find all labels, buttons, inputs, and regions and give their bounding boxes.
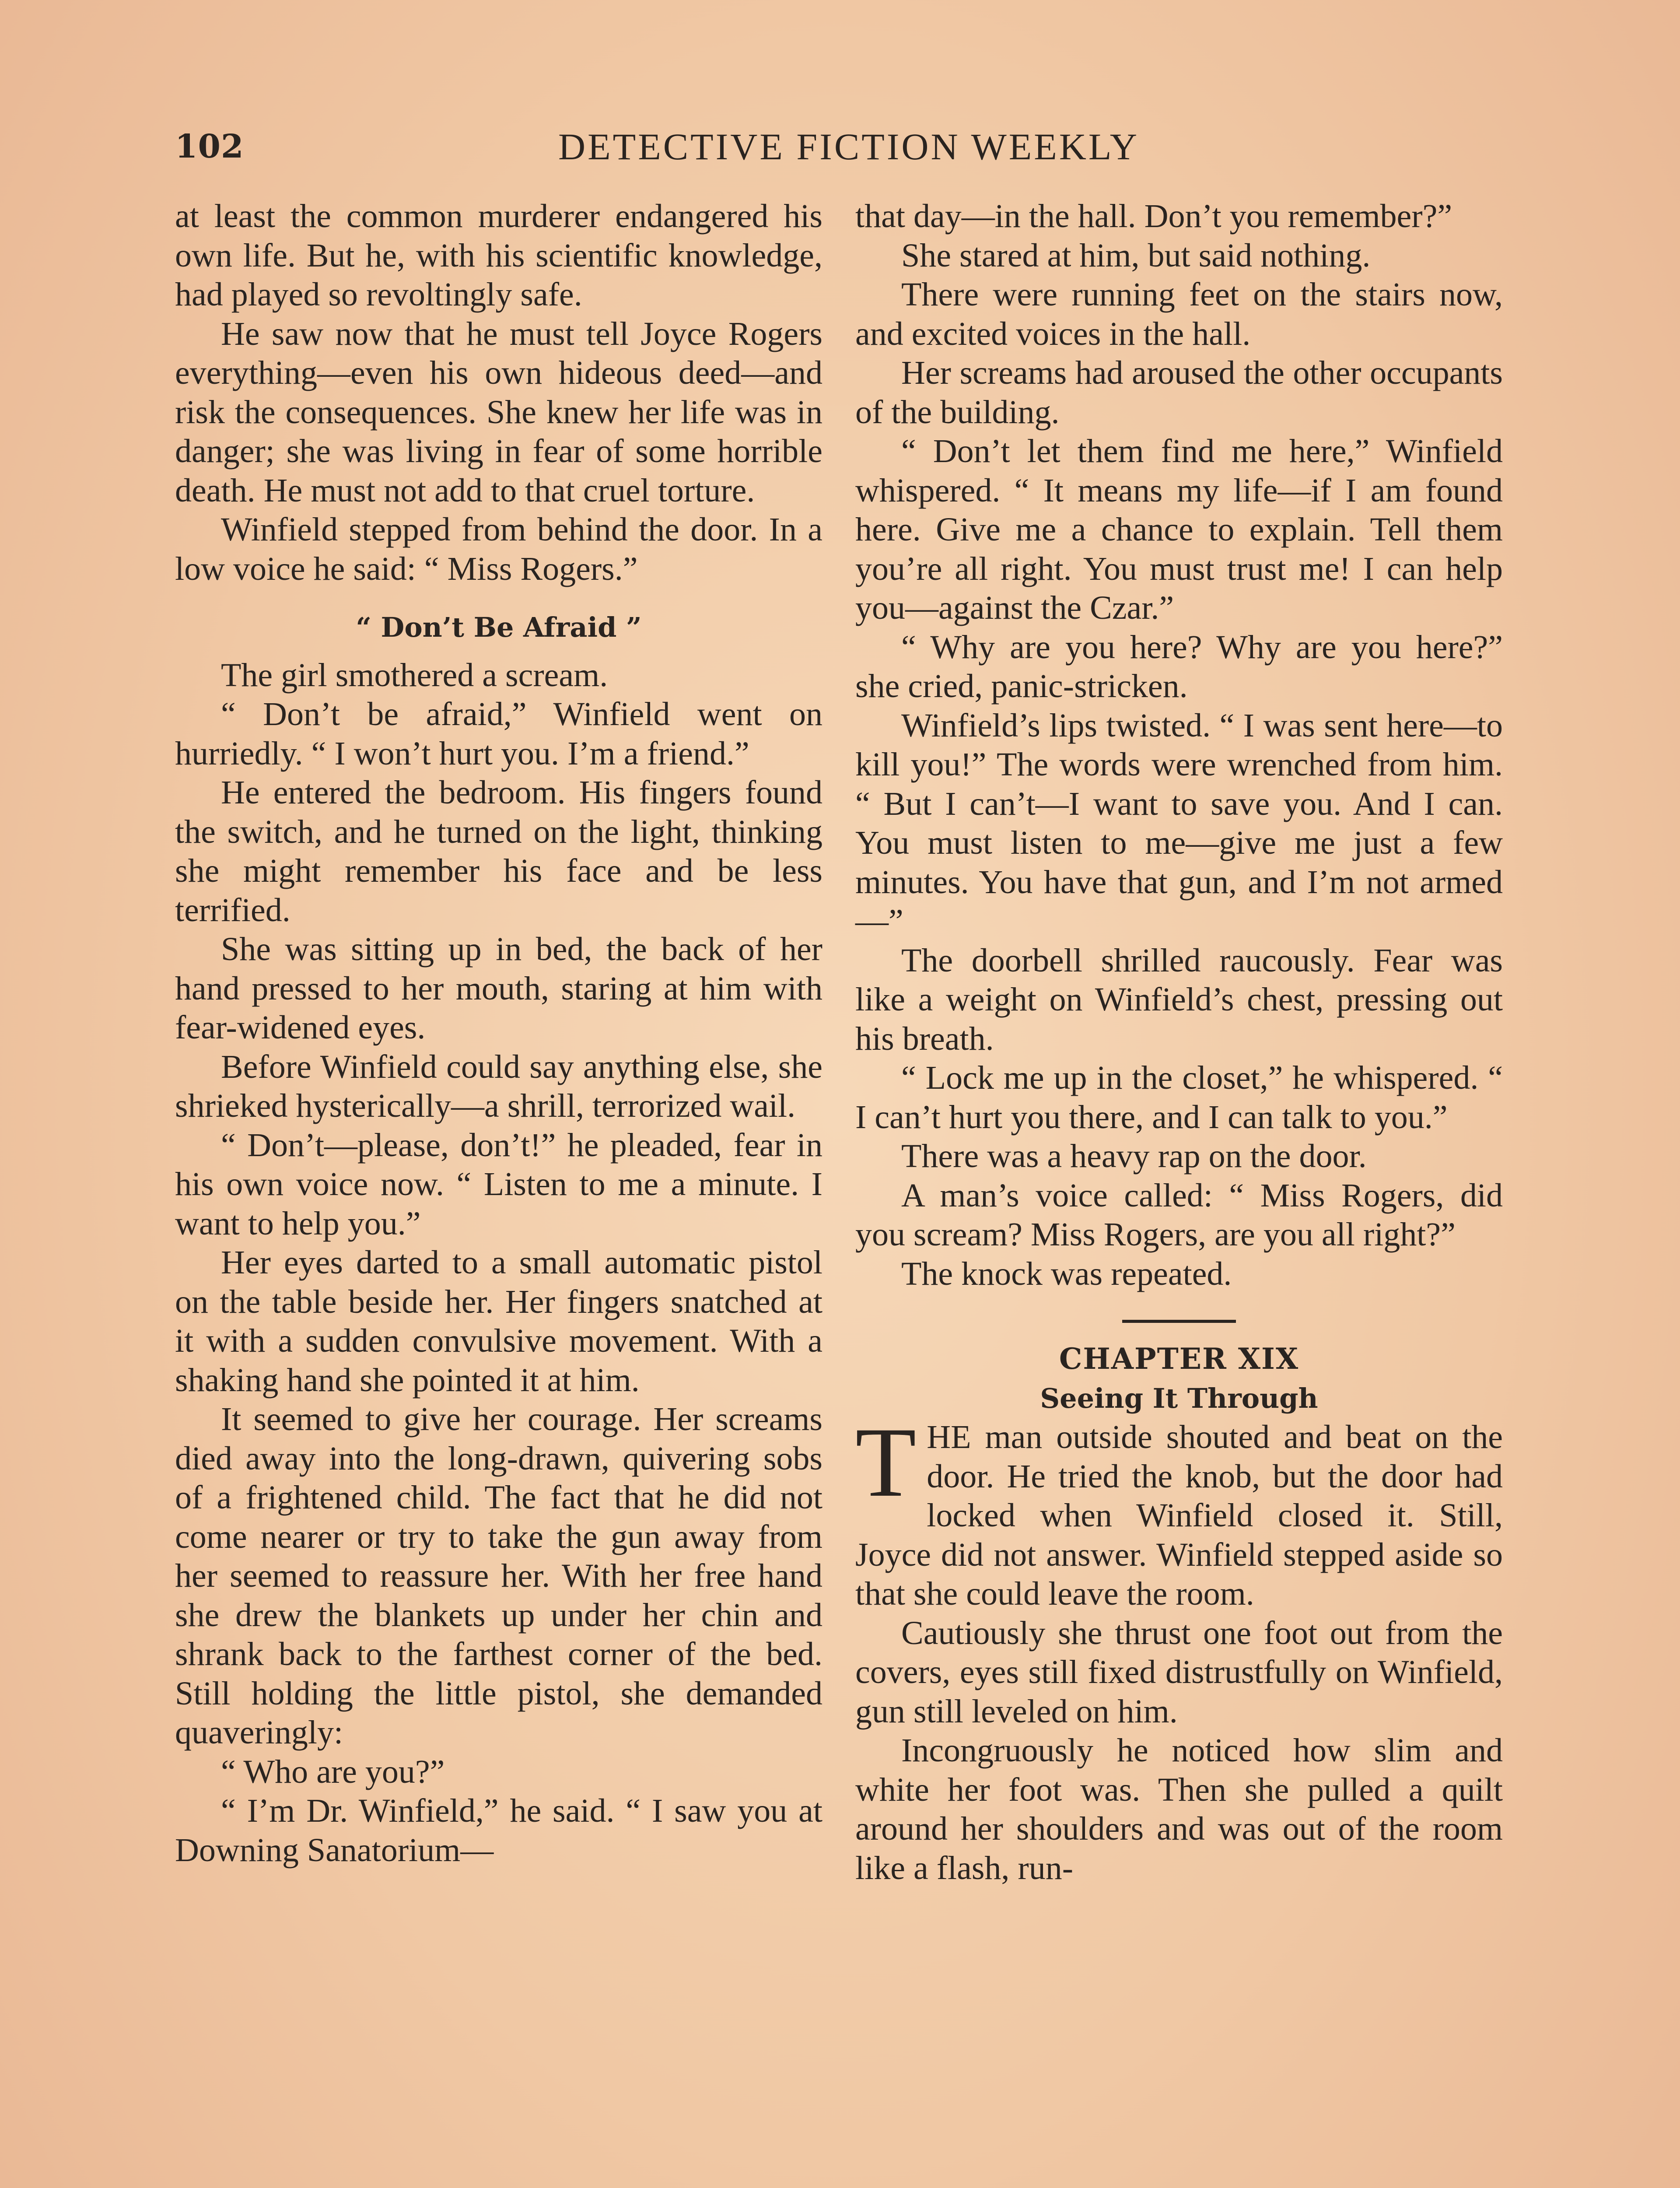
left-column	[175, 197, 822, 1870]
paragraph: It seemed to give her courage. Her screams died away into the long-drawn, quivering sobs of a frightened child. The fact that he did not come nearer or try to take the gun away from her seemed to reassure her. With her free hand she drew the blankets up under her chin and shrank back to the farthest corner of the bed. Still holding the little pistol, she demanded quaveringly:	[175, 1401, 822, 1751]
page-number: 102	[175, 128, 244, 165]
paragraph: Winfield’s lips twisted. “ I was sent here—to kill you!” The words were wrenched from him. “ But I can’t—I want to save you. And I can. You must listen to me—give me just a few minutes. You have that gun, and I’m not armed—”	[855, 707, 1503, 940]
paragraph: “ I’m Dr. Winfield,” he said. “ I saw you at Downing Sanatorium—	[175, 1792, 822, 1869]
paragraph: The girl smothered a scream.	[221, 656, 608, 694]
paragraph: He saw now that he must tell Joyce Rogers everything—even his own hideous deed—and risk the consequences. She knew her life was in danger; she was living in fear of some horrible death. He must not add to that cruel torture.	[175, 315, 822, 509]
chapter-subtitle: Seeing It Through	[1040, 1382, 1318, 1414]
paragraph: Her screams had aroused the other occupants of the building.	[855, 354, 1503, 431]
section-subhead: “ Don’t Be Afraid ”	[356, 611, 642, 643]
paragraph: Before Winfield could say anything else, she shrieked hysterically—a shrill, terrorized wail.	[175, 1048, 822, 1124]
paragraph: The doorbell shrilled raucously. Fear was like a weight on Winfield’s chest, pressing out his breath.	[855, 942, 1503, 1057]
paragraph: “ Why are you here? Why are you here?” she cried, panic-stricken.	[855, 628, 1503, 705]
page-header	[175, 120, 1509, 173]
paragraph: “ Who are you?”	[221, 1753, 445, 1790]
paragraph: She stared at him, but said nothing.	[901, 237, 1371, 274]
paragraph: Winfield stepped from behind the door. In a low voice he said: “ Miss Rogers.”	[175, 511, 822, 587]
paragraph: There was a heavy rap on the door.	[901, 1138, 1367, 1175]
paragraph: “ Lock me up in the closet,” he whispered. “ I can’t hurt you there, and I can talk to you.”	[855, 1059, 1503, 1136]
paragraph: Her eyes darted to a small automatic pistol on the table beside her. Her fingers snatched at it with a sudden convulsive movement. With a shaking hand she pointed it at him.	[175, 1244, 822, 1399]
right-column	[855, 197, 1503, 1888]
paragraph: “ Don’t—please, don’t!” he pleaded, fear in his own voice now. “ Listen to me a minute. I want to help you.”	[175, 1126, 822, 1242]
paragraph: that day—in the hall. Don’t you remember?”	[855, 198, 1452, 235]
paragraph: The knock was repeated.	[901, 1255, 1232, 1292]
paragraph-with-drop-cap	[855, 1407, 1503, 1614]
drop-cap-paragraph-text: HE man outside shouted and beat on the door. He tried the knob, but the door had locked when Winfield closed it. Still, Joyce did not answer. Winfield stepped aside so that she could leave the room.	[855, 1419, 1503, 1612]
paragraph: “ Don’t be afraid,” Winfield went on hurriedly. “ I won’t hurt you. I’m a friend.”	[175, 696, 822, 772]
paragraph: There were running feet on the stairs now, and excited voices in the hall.	[855, 276, 1503, 352]
paragraph: at least the common murderer endangered his own life. But he, with his scientific knowledge, had played so revoltingly safe.	[175, 198, 822, 313]
running-head: DETECTIVE FICTION WEEKLY	[558, 126, 1139, 168]
drop-cap: T	[855, 1407, 917, 1518]
paragraph: Incongruously he noticed how slim and white her foot was. Then she pulled a quilt around her shoulders and was out of the room like a flash, run-	[855, 1732, 1503, 1886]
chapter-heading: CHAPTER XIX	[1059, 1342, 1299, 1376]
paragraph: A man’s voice called: “ Miss Rogers, did you scream? Miss Rogers, are you all right?”	[855, 1177, 1503, 1253]
chapter-divider-rule	[1122, 1320, 1236, 1323]
paragraph: He entered the bedroom. His fingers found the switch, and he turned on the light, thinking she might remember his face and be less terrified.	[175, 774, 822, 929]
paragraph: “ Don’t let them find me here,” Winfield whispered. “ It means my life—if I am found here. Give me a chance to explain. Tell them you’re all right. You must trust me! I can help you—against the Czar.”	[855, 433, 1503, 626]
paragraph: Cautiously she thrust one foot out from the covers, eyes still fixed distrustfully on Winfield, gun still leveled on him.	[855, 1614, 1503, 1730]
paragraph: She was sitting up in bed, the back of her hand pressed to her mouth, staring at him with fear-widened eyes.	[175, 931, 822, 1046]
